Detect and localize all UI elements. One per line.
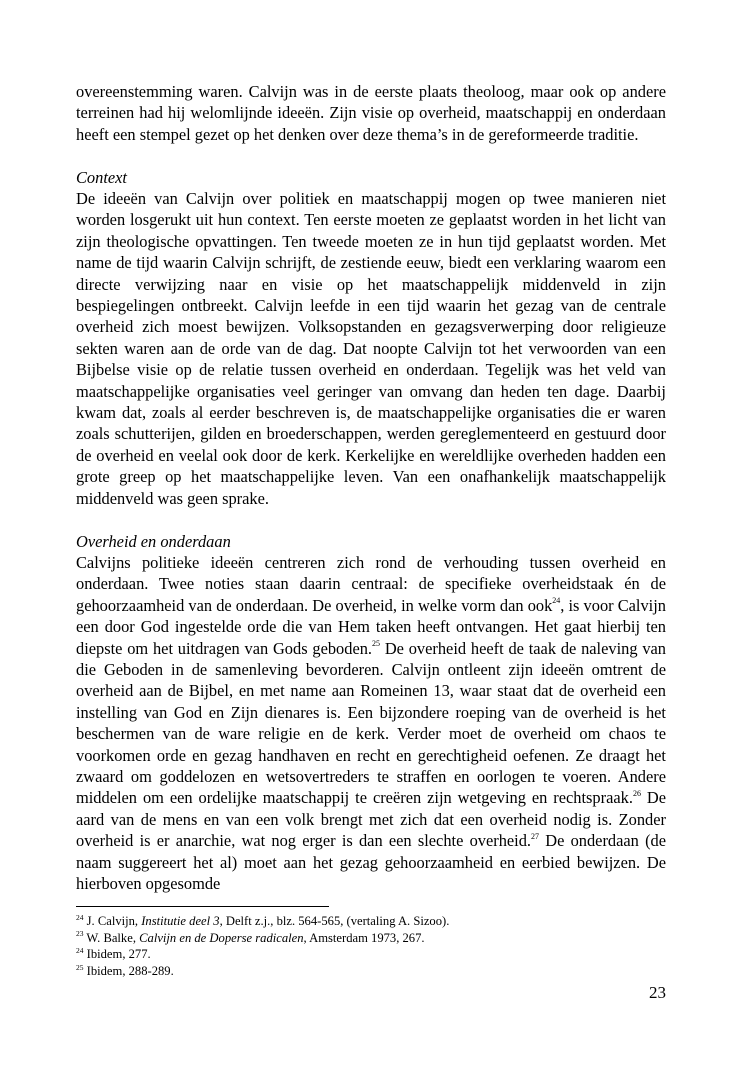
footnote-text: , Amsterdam 1973, 267. bbox=[303, 930, 425, 945]
footnote bbox=[76, 930, 666, 947]
section-heading-overheid: Overheid en onderdaan bbox=[76, 531, 231, 551]
page-body bbox=[76, 81, 666, 894]
footnote-text: J. Calvijn, bbox=[83, 914, 142, 928]
footnote bbox=[76, 963, 666, 980]
footnote bbox=[76, 946, 666, 963]
overheid-text-4: De aard van de mens en van een volk brengt met zich dat een overheid nodig is. Zonder overheid is er anarchie, wat nog erger is dan een slechte overheid. bbox=[76, 788, 667, 851]
section-heading-context: Context bbox=[76, 167, 127, 187]
footnote-divider bbox=[76, 906, 329, 907]
footnote-number: 23 bbox=[76, 929, 84, 939]
page-number: 23 bbox=[649, 983, 666, 1002]
footnote-number: 25 bbox=[76, 962, 84, 972]
footnote-ref: 27 bbox=[531, 831, 540, 841]
footnote-text: Ibidem, 277. bbox=[83, 947, 151, 962]
footnote-ref: 26 bbox=[632, 788, 641, 798]
footnote-title: Institutie deel 3 bbox=[141, 914, 220, 928]
footnote-ref: 24 bbox=[552, 596, 561, 606]
overheid-paragraph bbox=[76, 552, 666, 895]
context-paragraph: De ideeën van Calvijn over politiek en maatschappij mogen op twee manieren niet worden losgerukt uit hun context. Ten eerste moeten ze geplaatst worden in het licht van zijn theologische opvattingen. Ten tweede moeten ze in hun tijd geplaatst worden. Met name de tijd waarin Calvijn schrijft, de zestiende eeuw, biedt een verklaring waarom een directe verwijzing naar en visie op het maatschappelijk middenveld in zijn bespiegelingen ontbreekt. Calvijn leefde in een tijd waarin het gezag van de centrale overheid zich moest bewijzen. Volksopstanden en gezagsverwerping door religieuze sekten waren aan de orde van de dag. Dat noopte Calvijn tot het verwoorden van een Bijbelse visie op de relatie tussen overheid en onderdaan. Tegelijk was het veld van maatschappelijke organisaties veel geringer van omvang dan heden ten dage. Daarbij kwam dat, zoals al eerder beschreven is, de maatschappelijke organisaties die er waren zoals schutterijen, gilden en broederschappen, werden gereglementeerd en gestuurd door de overheid en veelal ook door de kerk. Kerkelijke en wereldlijke overheden hadden een grote greep op het maatschappelijke leven. Van een onafhankelijk maatschappelijk middenveld was geen sprake. bbox=[76, 189, 666, 508]
overheid-text-1: Calvijns politieke ideeën centreren zich rond de verhouding tussen overheid en onderdaan. Twee noties staan daarin centraal: de specifieke overheidstaak én de gehoorzaamheid van de onderdaan. De overheid, in welke vorm dan ook bbox=[76, 552, 666, 615]
footnote-number: 24 bbox=[76, 946, 84, 955]
footnote bbox=[76, 913, 666, 930]
intro-paragraph: overeenstemming waren. Calvijn was in de eerste plaats theoloog, maar ook op andere terreinen had hij welomlijnde ideeën. Zijn visie op overheid, maatschappij en onderdaan heeft een stempel gezet op het denken over deze thema’s in de gereformeerde traditie. bbox=[76, 82, 666, 144]
footnotes bbox=[76, 913, 666, 979]
overheid-text-3: De overheid heeft de taak de naleving van die Geboden in de samenleving bevorderen. Calvijn ontleent zijn ideeën omtrent de overheid aan de Bijbel, en met name aan Romeinen 13, waar staat dat de overheid een instelling van God en Zijn dienares is. Een bijzondere roeping van de overheid is het beschermen van de ware religie en de kerk. Verder moet de overheid om chaos te voorkomen orde en gezag handhaven en recht en gerechtigheid oefenen. Ze draagt het zwaard om goddelozen en wetsovertreders te straffen en oorlogen te voeren. Andere middelen om een ordelijke maatschappij te creëren zijn wetgeving en rechtspraak. bbox=[76, 638, 666, 808]
footnote-title: Calvijn en de Doperse radicalen bbox=[139, 930, 304, 945]
footnote-text: Ibidem, 288-289. bbox=[83, 963, 174, 978]
footnote-number: 24 bbox=[76, 912, 84, 922]
footnote-text: , Delft z.j., blz. 564-565, (vertaling A. Sizoo). bbox=[219, 914, 450, 928]
footnote-text: W. Balke, bbox=[83, 930, 140, 945]
footnote-ref: 25 bbox=[372, 639, 381, 649]
overheid-text-2: , is voor Calvijn een door God ingestelde orde die van Hem taken heeft ontvangen. Het gaat hierbij ten diepste om het uitdragen van Gods geboden. bbox=[76, 595, 666, 658]
overheid-text-5: De onderdaan (de naam suggereert het al) moet aan het gezag gehoorzaamheid en eerbied bewijzen. De hierboven opgesomde bbox=[76, 831, 666, 893]
